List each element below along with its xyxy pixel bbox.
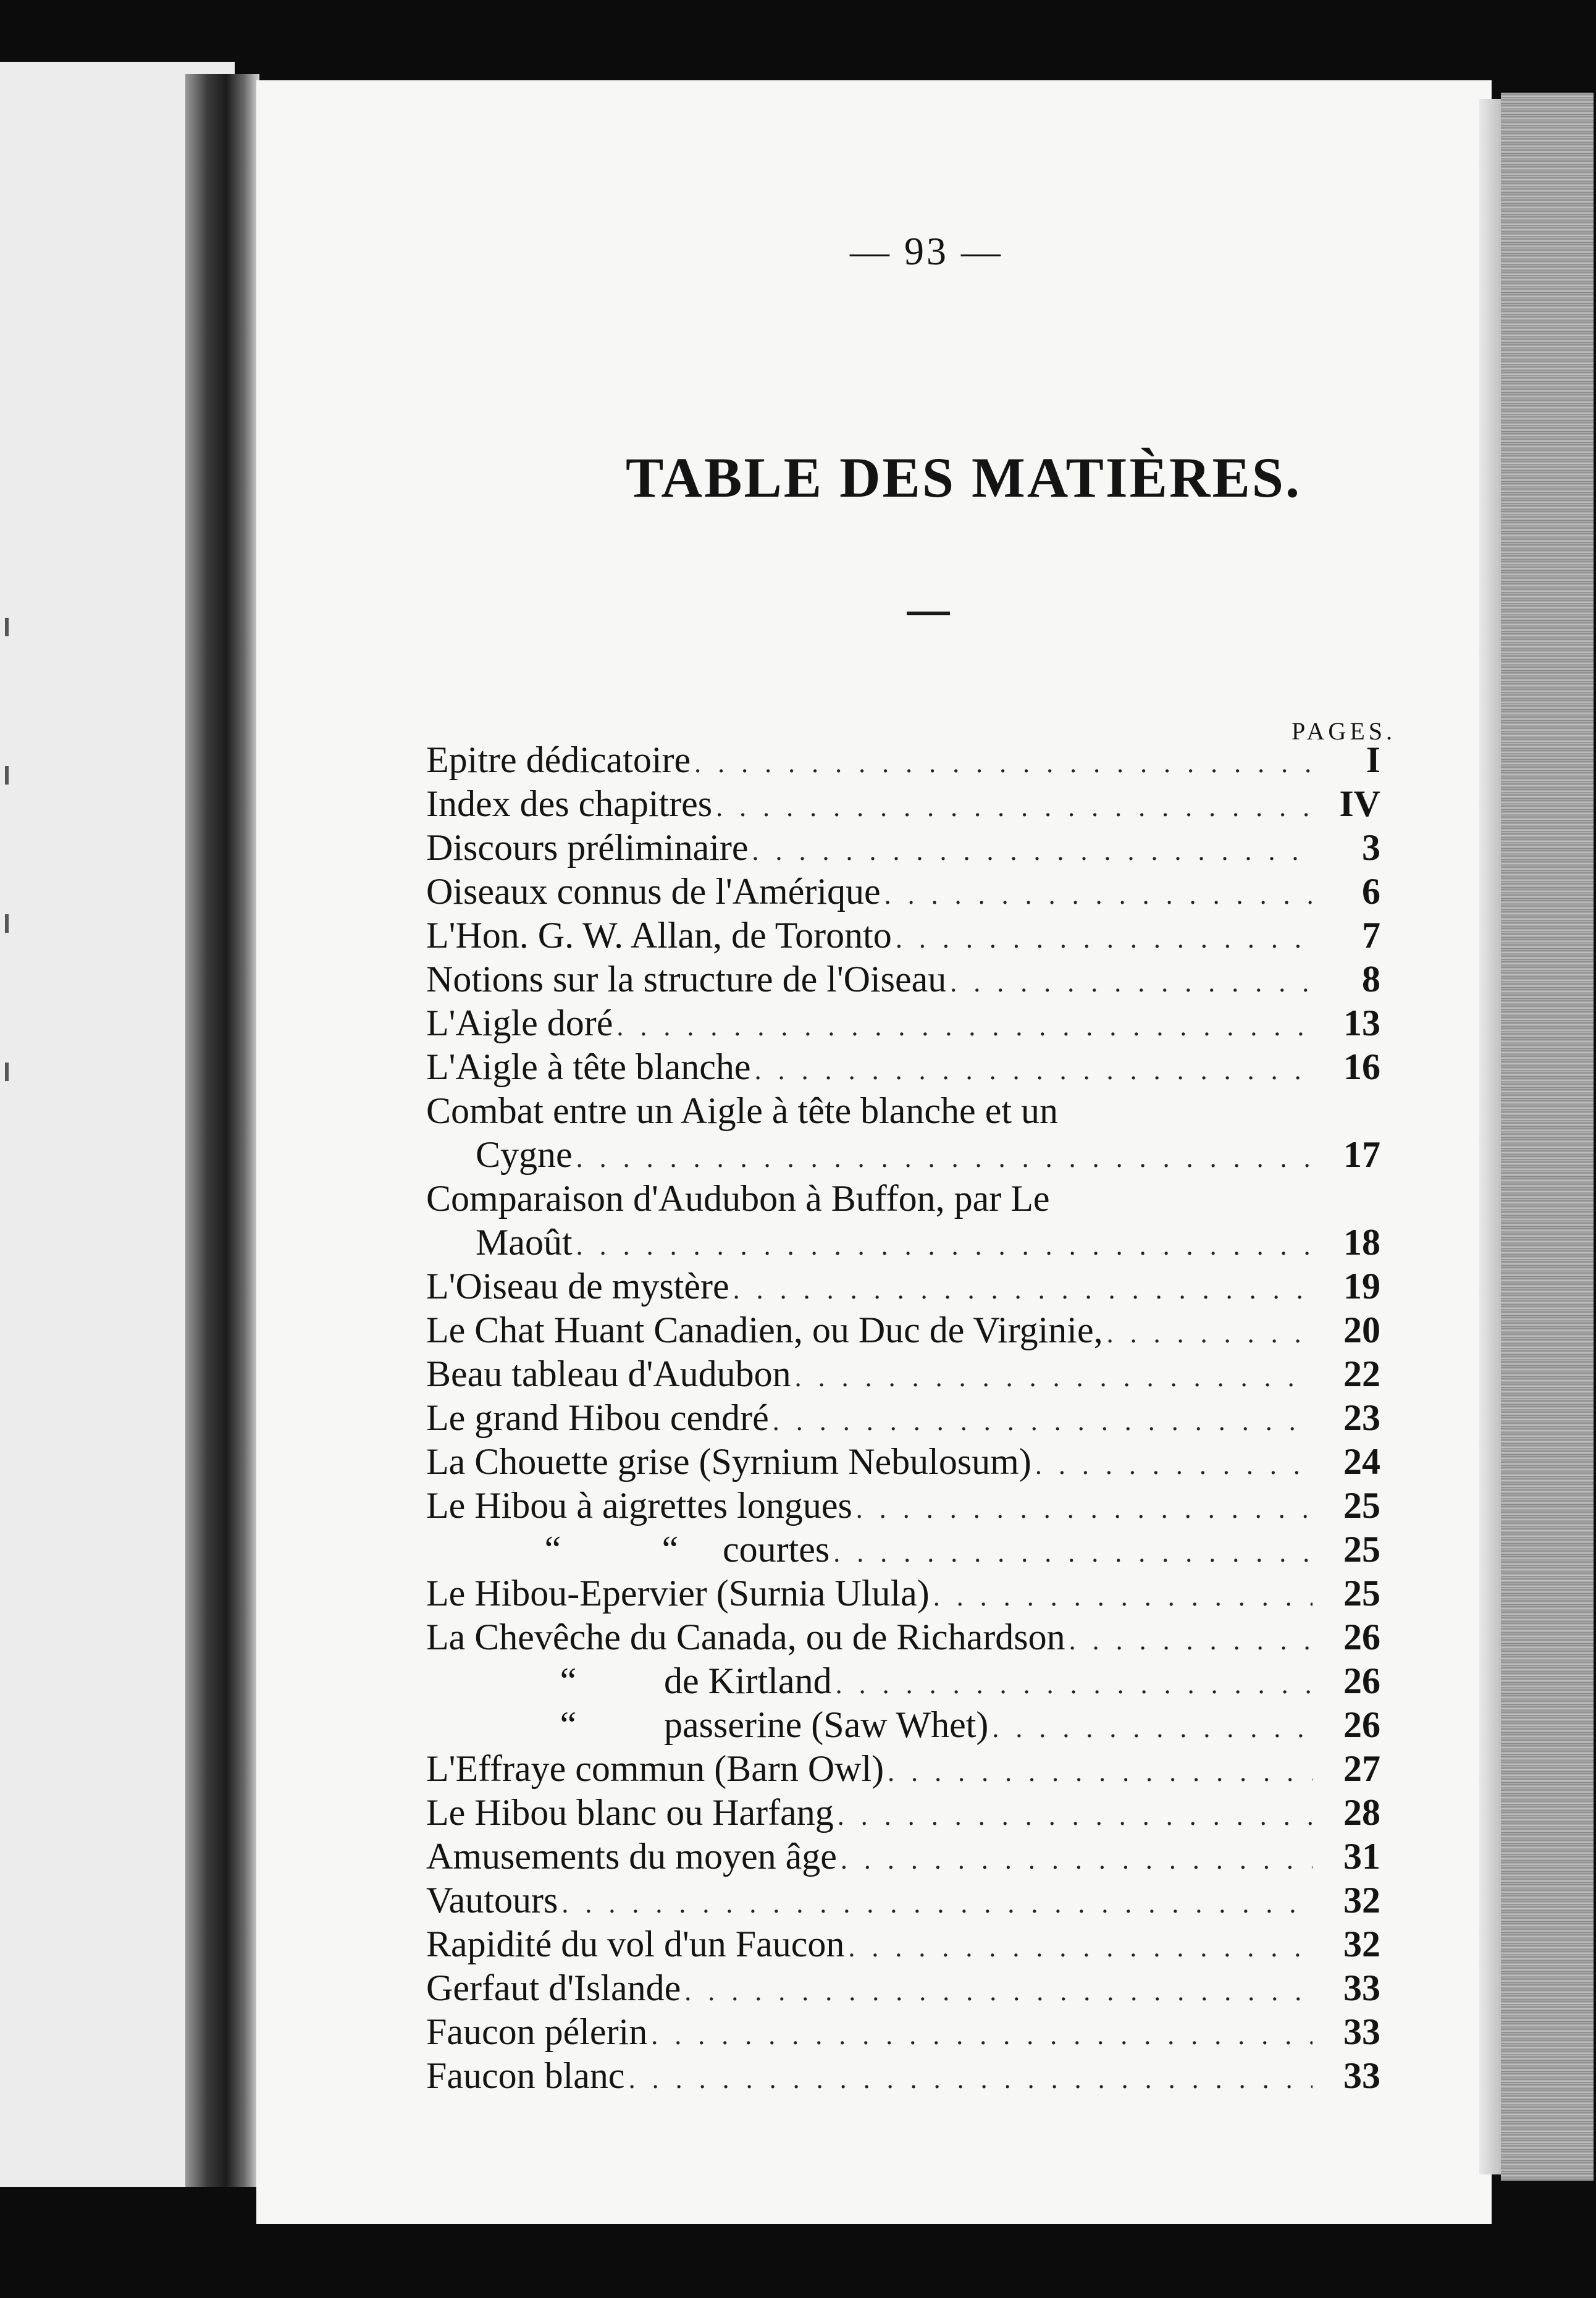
toc-entry-label: Le Hibou-Epervier (Surnia Ulula) <box>426 1573 930 1614</box>
toc-entry-page: 20 <box>1343 1310 1380 1350</box>
toc-entry-page: 6 <box>1362 871 1380 912</box>
toc-leader-dots <box>733 1268 1312 1311</box>
toc-entry-label: Faucon blanc <box>426 2055 625 2096</box>
toc-leader-dots <box>888 1750 1312 1794</box>
toc-entry-label <box>426 1659 836 1703</box>
toc-entry <box>426 1001 1380 1045</box>
toc-entry <box>426 1177 1380 1265</box>
toc-leader-dots <box>795 1355 1312 1399</box>
margin-mark <box>5 766 9 785</box>
toc-entry-label: L'Aigle doré <box>426 1003 613 1043</box>
toc-entry-page: 33 <box>1343 2055 1380 2096</box>
toc-entry <box>426 914 1380 958</box>
toc-entry-continuation <box>476 1221 1380 1268</box>
toc-entry <box>426 1747 1380 1791</box>
toc-leader-dots <box>896 917 1312 961</box>
toc-entry <box>426 1396 1380 1440</box>
toc-entry <box>426 1572 1380 1615</box>
toc-entry-label: Oiseaux connus de l'Amérique <box>426 871 881 912</box>
toc-entry <box>426 1791 1380 1835</box>
ditto-mark: “ <box>560 1660 577 1701</box>
toc-entry-page: 32 <box>1343 1880 1380 1921</box>
toc-entry-label: Index des chapitres <box>426 783 713 824</box>
toc-entry-page: I <box>1366 739 1380 780</box>
toc-entry <box>426 1659 1380 1703</box>
toc-entry-page: 26 <box>1343 1617 1380 1657</box>
toc-entry-page: 33 <box>1343 1968 1380 2008</box>
toc-entry-page: 24 <box>1343 1441 1380 1482</box>
toc-entry-page: 31 <box>1343 1836 1380 1877</box>
toc-entry-label: Beau tableau d'Audubon <box>426 1353 791 1394</box>
toc-entry <box>426 738 1380 782</box>
toc-entry-label: Amusements du moyen âge <box>426 1836 837 1877</box>
toc-leader-dots <box>651 2013 1312 2057</box>
toc-entry-page: 7 <box>1362 915 1380 956</box>
toc-entry <box>426 1308 1380 1352</box>
title-rule <box>907 612 950 615</box>
toc-leader-dots <box>1035 1443 1312 1487</box>
toc-leader-dots <box>950 961 1312 1004</box>
toc-leader-dots <box>561 1882 1312 1926</box>
toc-entry-page: 22 <box>1343 1353 1380 1394</box>
toc-entry <box>426 1440 1380 1484</box>
toc-entry-page: 33 <box>1343 2011 1380 2052</box>
margin-mark <box>5 618 9 636</box>
toc-leader-dots <box>576 1224 1312 1268</box>
toc-entry-page: 28 <box>1343 1792 1380 1833</box>
toc-entry <box>426 782 1380 826</box>
toc-entry-label <box>426 1528 833 1572</box>
toc-entry <box>426 1484 1380 1528</box>
toc-entry <box>426 958 1380 1001</box>
toc-entry-text: courtes <box>723 1529 830 1570</box>
toc-entry-label: La Chevêche du Canada, ou de Richardson <box>426 1617 1065 1657</box>
toc-entry-page: 25 <box>1343 1485 1380 1526</box>
toc-entry <box>426 870 1380 914</box>
table-of-contents <box>426 738 1380 2098</box>
toc-entry-label: Faucon pélerin <box>426 2011 648 2052</box>
toc-leader-dots <box>684 1969 1312 2013</box>
toc-entry-page: IV <box>1339 783 1380 824</box>
toc-leader-dots <box>836 1662 1312 1706</box>
page-edge-shadow <box>1479 99 1504 2174</box>
toc-entry-page: 17 <box>1343 1134 1380 1175</box>
toc-entry-label: Le grand Hibou cendré <box>426 1397 769 1438</box>
toc-entry <box>426 1528 1380 1572</box>
toc-leader-dots <box>1107 1311 1312 1355</box>
toc-leader-dots <box>848 1926 1312 1969</box>
toc-leader-dots <box>576 1136 1312 1180</box>
toc-entry-label-cont: Cygne <box>476 1134 573 1175</box>
toc-entry-label: La Chouette grise (Syrnium Nebulosum) <box>426 1441 1031 1482</box>
toc-entry <box>426 1615 1380 1659</box>
toc-entry-page: 32 <box>1343 1924 1380 1964</box>
margin-mark <box>5 1063 9 1081</box>
toc-entry-text: passerine (Saw Whet) <box>664 1704 989 1745</box>
book-gutter <box>185 74 259 2187</box>
toc-entry-label <box>426 1703 992 1747</box>
toc-entry-label: Comparaison d'Audubon à Buffon, par Le <box>426 1178 1050 1219</box>
toc-leader-dots <box>694 741 1312 785</box>
toc-entry-page: 23 <box>1343 1397 1380 1438</box>
toc-leader-dots <box>856 1487 1312 1531</box>
toc-entry-label: L'Effraye commun (Barn Owl) <box>426 1748 884 1789</box>
toc-leader-dots <box>629 2057 1312 2101</box>
toc-leader-dots <box>755 1048 1312 1092</box>
toc-leader-dots <box>752 829 1312 873</box>
toc-entry <box>426 1089 1380 1177</box>
toc-entry <box>426 1835 1380 1879</box>
toc-entry-label: Vautours <box>426 1880 558 1921</box>
toc-leader-dots <box>838 1794 1312 1838</box>
toc-entry-page: 26 <box>1343 1660 1380 1701</box>
toc-entry-label: Epitre dédicatoire <box>426 739 691 780</box>
toc-entry <box>426 1265 1380 1308</box>
toc-entry-page: 18 <box>1343 1222 1380 1263</box>
ditto-mark: “ <box>544 1529 561 1570</box>
toc-entry-label: L'Hon. G. W. Allan, de Toronto <box>426 915 892 956</box>
toc-entry-page: 26 <box>1343 1704 1380 1745</box>
toc-entry-page: 25 <box>1343 1529 1380 1570</box>
toc-leader-dots <box>841 1838 1312 1882</box>
margin-mark <box>5 914 9 933</box>
toc-leader-dots <box>992 1706 1312 1750</box>
toc-leader-dots <box>616 1004 1312 1048</box>
toc-leader-dots <box>773 1399 1312 1443</box>
toc-leader-dots <box>1069 1618 1312 1662</box>
toc-entry <box>426 2054 1380 2098</box>
toc-entry-page: 8 <box>1362 959 1380 1000</box>
toc-entry-label: L'Oiseau de mystère <box>426 1266 729 1307</box>
toc-entry <box>426 1352 1380 1396</box>
toc-entry <box>426 1922 1380 1966</box>
toc-leader-dots <box>884 873 1312 917</box>
toc-entry-label-cont: Maoût <box>476 1222 573 1263</box>
page-number: — 93 — <box>850 229 1003 273</box>
toc-entry-continuation <box>476 1133 1380 1180</box>
toc-leader-dots <box>933 1575 1312 1618</box>
toc-entry-label: Gerfaut d'Islande <box>426 1968 681 2008</box>
toc-entry-label: Le Chat Huant Canadien, ou Duc de Virginie, <box>426 1310 1103 1350</box>
toc-entry-label: Le Hibou blanc ou Harfang <box>426 1792 834 1833</box>
toc-entry-label: Rapidité du vol d'un Faucon <box>426 1924 845 1964</box>
toc-entry <box>426 1879 1380 1922</box>
toc-entry-page: 27 <box>1343 1748 1380 1789</box>
page-title: TABLE DES MATIÈRES. <box>626 446 1301 509</box>
toc-entry-label: Combat entre un Aigle à tête blanche et un <box>426 1090 1058 1131</box>
toc-entry <box>426 1045 1380 1089</box>
page-stack-edge <box>1501 93 1594 2181</box>
toc-entry-label: Le Hibou à aigrettes longues <box>426 1485 852 1526</box>
ditto-mark: “ <box>662 1529 679 1570</box>
toc-entry-page: 19 <box>1343 1266 1380 1307</box>
toc-entry <box>426 1966 1380 2010</box>
toc-entry-page: 25 <box>1343 1573 1380 1614</box>
toc-leader-dots <box>716 785 1312 829</box>
toc-entry-label: Notions sur la structure de l'Oiseau <box>426 959 947 1000</box>
toc-entry <box>426 2010 1380 2054</box>
pages-column-label: PAGES. <box>1291 717 1396 745</box>
toc-entry <box>426 1703 1380 1747</box>
ditto-mark: “ <box>560 1704 577 1745</box>
toc-entry-label: L'Aigle à tête blanche <box>426 1046 751 1087</box>
toc-entry-label: Discours préliminaire <box>426 827 749 868</box>
toc-entry-text: de Kirtland <box>664 1660 832 1701</box>
toc-leader-dots <box>833 1531 1312 1575</box>
toc-entry-page: 3 <box>1362 827 1380 868</box>
toc-entry <box>426 826 1380 870</box>
toc-entry-page: 16 <box>1343 1046 1380 1087</box>
toc-entry-page: 13 <box>1343 1003 1380 1043</box>
